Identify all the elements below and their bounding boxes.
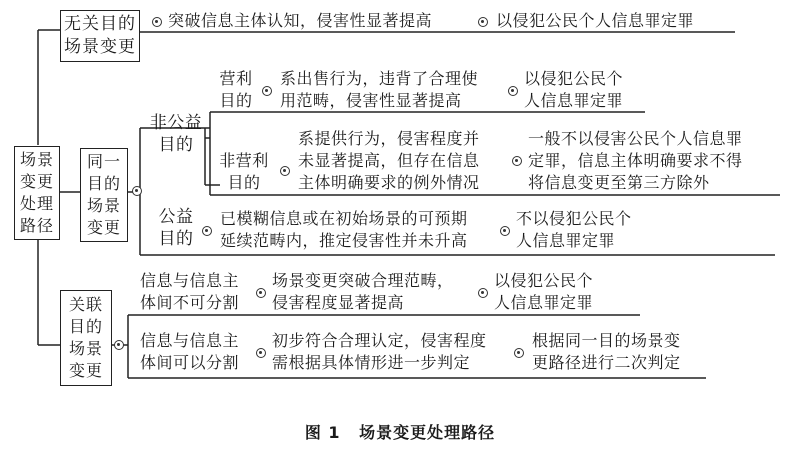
branch-unrelated-purpose [60,10,140,62]
branch1-connector-icon [152,17,162,27]
branch1-condition: 突破信息主体认知，侵害性显著提高 [168,11,433,30]
root-node [14,146,60,240]
branch-related-label: 关联 目的 场景 变更 [68,295,103,380]
inseparable-connector-icon [256,288,266,298]
public-result: 不以侵犯公民个 人信息罪定罪 [516,209,632,250]
branch-related-purpose [60,290,112,386]
profit-condition: 系出售行为，违背了合理使 用范畴，侵害性显著提高 [280,69,479,110]
separable-result-connector-icon [514,348,524,358]
public-condition: 已模糊信息或在初始场景的可预期 延续范畴内，推定侵害性并未升高 [220,209,468,250]
figure-caption [0,420,800,443]
public-result-connector-icon [500,226,510,236]
branch2-connector-icon [132,186,142,196]
profit-result-connector-icon [508,86,518,96]
branch3-connector-icon [114,340,124,350]
inseparable-result: 以侵犯公民个 人信息罪定罪 [494,271,594,312]
separable-condition: 初步符合合理认定，侵害程度 需根据具体情形进一步判定 [272,331,487,372]
profit-result: 以侵犯公民个 人信息罪定罪 [524,69,624,110]
profit-connector-icon [262,86,272,96]
nonprofit-connector-icon [280,166,290,176]
branch-unrelated-label: 无关目的 场景变更 [64,14,136,57]
nonprofit-result: 一般不以侵害公民个人信息罪 定罪，信息主体明确要求不得 将信息变更至第三方除外 [528,129,743,192]
figure-number: 图 1 [304,423,341,442]
inseparable-label: 信息与信息主 体间不可分割 [140,271,240,312]
inseparable-result-connector-icon [478,288,488,298]
figure-title: 场景变更处理路径 [359,423,496,442]
public-connector-icon [202,226,212,236]
nonprofit-result-connector-icon [512,156,522,166]
branch1-result: 以侵犯公民个人信息罪定罪 [496,11,695,30]
profit-label: 营利 目的 [219,69,253,110]
branch-same-purpose [80,148,128,242]
separable-label: 信息与信息主 体间可以分割 [140,331,240,372]
nonpublic-label: 非公益 目的 [149,113,203,155]
public-label: 公益 目的 [158,207,194,249]
nonprofit-label: 非营利 目的 [219,151,269,192]
separable-result: 根据同一目的场景变 更路径进行二次判定 [532,331,681,372]
inseparable-condition: 场景变更突破合理范畴， 侵害程度显著提高 [272,271,454,312]
separable-connector-icon [256,348,266,358]
nonprofit-condition: 系提供行为，侵害程度并 未显著提高，但存在信息 主体明确要求的例外情况 [298,129,480,192]
root-label: 场景 变更 处理 路径 [19,150,54,235]
branch-same-label: 同一 目的 场景 变更 [86,152,121,237]
branch1-result-connector-icon [478,17,488,27]
